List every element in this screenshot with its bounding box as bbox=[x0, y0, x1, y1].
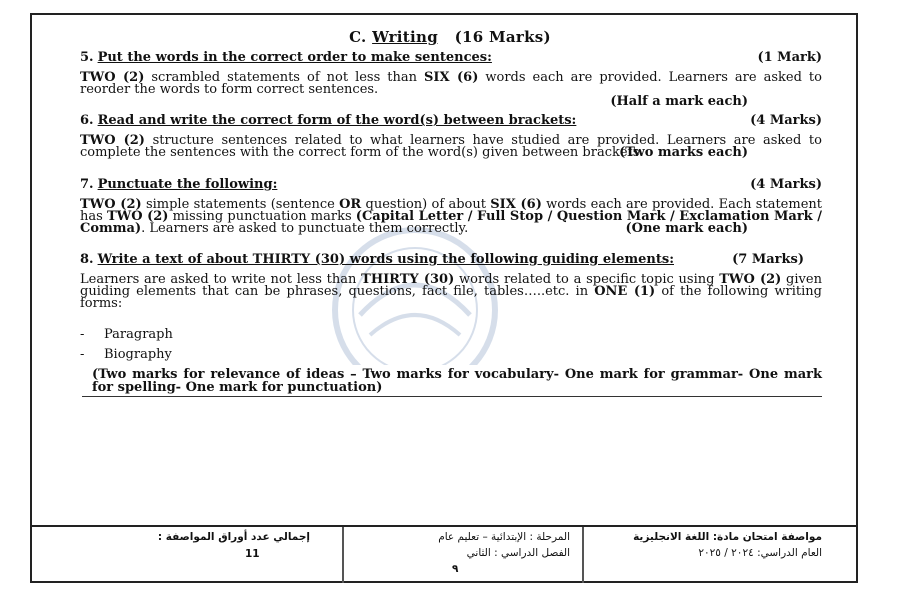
question-8-heading: 8. Write a text of about THIRTY (30) words using the following guiding elements: bbox=[80, 252, 674, 267]
footer-term: الفصل الدراسي : الثاني bbox=[466, 547, 570, 559]
question-8-marks: (7 Marks) bbox=[732, 252, 804, 267]
question-7-description: TWO (2) simple statements (sentence OR question) of about SIX (6) words each are provided. Each statement has TWO (2) missing punctuation marks (Capital Letter / Full Stop / Question Mark / Exclamation Mark / Comma). Learners are asked to punctuate them correctly. bbox=[80, 197, 822, 236]
footer-subject: مواصفة امتحان مادة: اللغة الانجليزية bbox=[633, 531, 822, 543]
footer-stage: المرحلة : الإبتدائية – تعليم عام bbox=[438, 531, 570, 543]
list-item: - Biography bbox=[80, 347, 172, 362]
writing-forms-list bbox=[80, 327, 173, 367]
list-item: - Paragraph bbox=[80, 327, 173, 342]
question-8 bbox=[80, 254, 822, 310]
question-6-heading: 6. Read and write the correct form of the word(s) between brackets: (4 Marks) bbox=[80, 113, 822, 128]
question-5-marks: (1 Mark) bbox=[757, 50, 822, 65]
footer-academic-year: العام الدراسي: ٢٠٢٤ / ٢٠٢٥ bbox=[698, 547, 822, 559]
divider bbox=[82, 396, 822, 397]
question-7-marks: (4 Marks) bbox=[750, 177, 822, 192]
question-5-scoring: (Half a mark each) bbox=[610, 94, 748, 109]
section-title: C. Writing (16 Marks) bbox=[349, 28, 551, 46]
question-6-marks: (4 Marks) bbox=[750, 113, 822, 128]
footer-total-sheets-value: 11 bbox=[245, 548, 260, 560]
question-6-scoring: (Two marks each) bbox=[619, 145, 748, 160]
question-7-scoring: (One mark each) bbox=[625, 221, 748, 236]
question-8-description: Learners are asked to write not less than THIRTY (30) words related to a specific topic using TWO (2) given guiding elements that can be phrases, questions, fact file, tables…..etc. in ONE (1) of the following writing forms: bbox=[80, 272, 822, 311]
question-5-heading: 5. Put the words in the correct order to make sentences: (1 Mark) bbox=[80, 50, 822, 65]
footer-total-sheets-label: إجمالي عدد أوراق المواصفة : bbox=[157, 531, 310, 543]
question-6-description: TWO (2) structure sentences related to what learners have studied are provided. Learners are asked to complete the sentences with the correct form of the word(s) given between brackets. bbox=[80, 133, 822, 160]
question-5 bbox=[80, 52, 822, 108]
question-6 bbox=[80, 115, 822, 159]
question-5-description: TWO (2) scrambled statements of not less than SIX (6) words each are provided. Learners are asked to reorder the words to form correct sentences. bbox=[80, 70, 822, 97]
footer-rule bbox=[30, 525, 858, 527]
footer-divider bbox=[342, 527, 344, 583]
scoring-note: (Two marks for relevance of ideas – Two marks for vocabulary- One mark for grammar- One mark for spelling- One mark for punctuation) bbox=[92, 367, 822, 395]
footer-divider bbox=[582, 527, 584, 583]
footer-page-number: ٩ bbox=[452, 563, 459, 575]
question-7 bbox=[80, 179, 822, 235]
question-7-heading: 7. Punctuate the following: (4 Marks) bbox=[80, 177, 822, 192]
